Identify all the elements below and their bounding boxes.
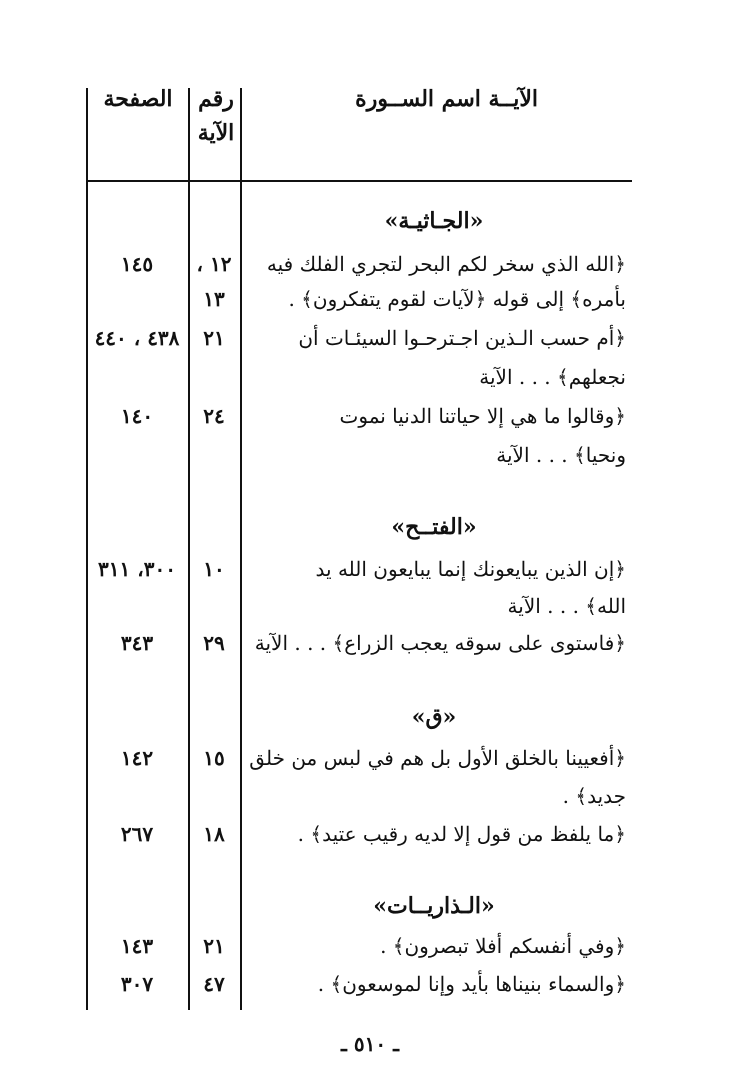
page-number: ١٤٣ — [120, 934, 154, 958]
page-number: ٤٣٨ ، ٤٤٠ — [94, 326, 180, 350]
ayah-text: ونحيا﴾ . . . الآية — [496, 443, 626, 467]
surah-title: «الجـاثيـة» — [384, 208, 484, 234]
ayah-text: ﴿وقالوا ما هي إلا حياتنا الدنيا نموت — [339, 404, 626, 428]
ayah-number — [188, 435, 240, 475]
table-row — [86, 549, 632, 589]
header-ayah-number-line2: الآية — [197, 120, 235, 146]
page-number: ٣٠٧ — [120, 972, 154, 996]
page-number — [86, 776, 188, 816]
table-row — [86, 244, 632, 284]
table-row — [86, 814, 632, 854]
page-number: ٣٤٣ — [120, 631, 154, 655]
ayah-text: ﴿أفعيينا بالخلق الأول بل هم في لبس من خلق — [249, 746, 626, 770]
ayah-text: ﴿إن الذين يبايعونك إنما يبايعون الله يد — [315, 557, 626, 581]
ayah-number — [188, 357, 240, 397]
header-ayah-number-line1: رقم — [198, 86, 234, 112]
ayah-text: بأمره﴾ إلى قوله ﴿لآيات لقوم يتفكرون﴾ . — [288, 287, 626, 311]
surah-title: «الـذاريــات» — [373, 893, 495, 919]
table-row — [86, 776, 632, 816]
table-row — [86, 357, 632, 397]
table-row — [86, 926, 632, 966]
page-number-footer: ـ ٥١٠ ـ — [341, 1032, 399, 1056]
table-row — [86, 623, 632, 663]
table-row — [86, 738, 632, 778]
ayah-text: ﴿ما يلفظ من قول إلا لديه رقيب عتيد﴾ . — [297, 822, 626, 846]
ayah-number: ٢٤ — [203, 404, 225, 428]
ayah-number — [188, 586, 240, 626]
ayah-text: الله﴾ . . . الآية — [507, 594, 626, 618]
ayah-text: ﴿الله الذي سخر لكم البحر لتجري الفلك فيه — [266, 252, 626, 276]
table-row — [86, 586, 632, 626]
ayah-text: نجعلهم﴾ . . . الآية — [479, 365, 626, 389]
ayah-number: ١٨ — [203, 822, 225, 846]
ayah-text: ﴿أم حسب الـذين اجـترحـوا السيئـات أن — [298, 326, 626, 350]
page-number: ١٤٠ — [120, 404, 154, 428]
ayah-number: ١٢ ، — [196, 252, 232, 276]
ayah-number: ١٠ — [203, 557, 225, 581]
table-row — [86, 396, 632, 436]
page-number: ٣٠٠، ٣١١ — [98, 557, 176, 581]
page-number — [86, 357, 188, 397]
ayah-number: ٤٧ — [203, 972, 225, 996]
page-number — [86, 586, 188, 626]
ayah-number: ٢١ — [203, 326, 225, 350]
ayah-number: ٢٩ — [203, 631, 225, 655]
ayah-number: ٢١ — [203, 934, 225, 958]
ayah-number: ١٥ — [203, 746, 225, 770]
table-row — [86, 279, 632, 319]
table-row — [86, 435, 632, 475]
ayah-text: ﴿والسماء بنيناها بأيد وإنا لموسعون﴾ . — [317, 972, 626, 996]
surah-title: «ق» — [411, 704, 457, 730]
ayah-text: ﴿وفي أنفسكم أفلا تبصرون﴾ . — [380, 934, 626, 958]
page-number: ٢٦٧ — [120, 822, 154, 846]
surah-title: «الفتــح» — [391, 514, 477, 540]
header-divider — [86, 180, 632, 182]
ayah-number: ١٣ — [203, 287, 225, 311]
table-row — [86, 318, 632, 358]
ayah-text: ﴿فاستوى على سوقه يعجب الزراع﴾ . . . الآية — [254, 631, 626, 655]
header-page: الصفحة — [103, 86, 173, 112]
page-number: ١٤٥ — [120, 252, 154, 276]
ayah-text: جديد﴾ . — [562, 784, 626, 808]
page-number: ١٤٢ — [120, 746, 154, 770]
header-ayah-surah: الآيــة اسم الســورة — [355, 86, 538, 112]
table-row — [86, 964, 632, 1004]
ayah-number — [188, 776, 240, 816]
page-number — [86, 435, 188, 475]
page-number — [86, 279, 188, 319]
